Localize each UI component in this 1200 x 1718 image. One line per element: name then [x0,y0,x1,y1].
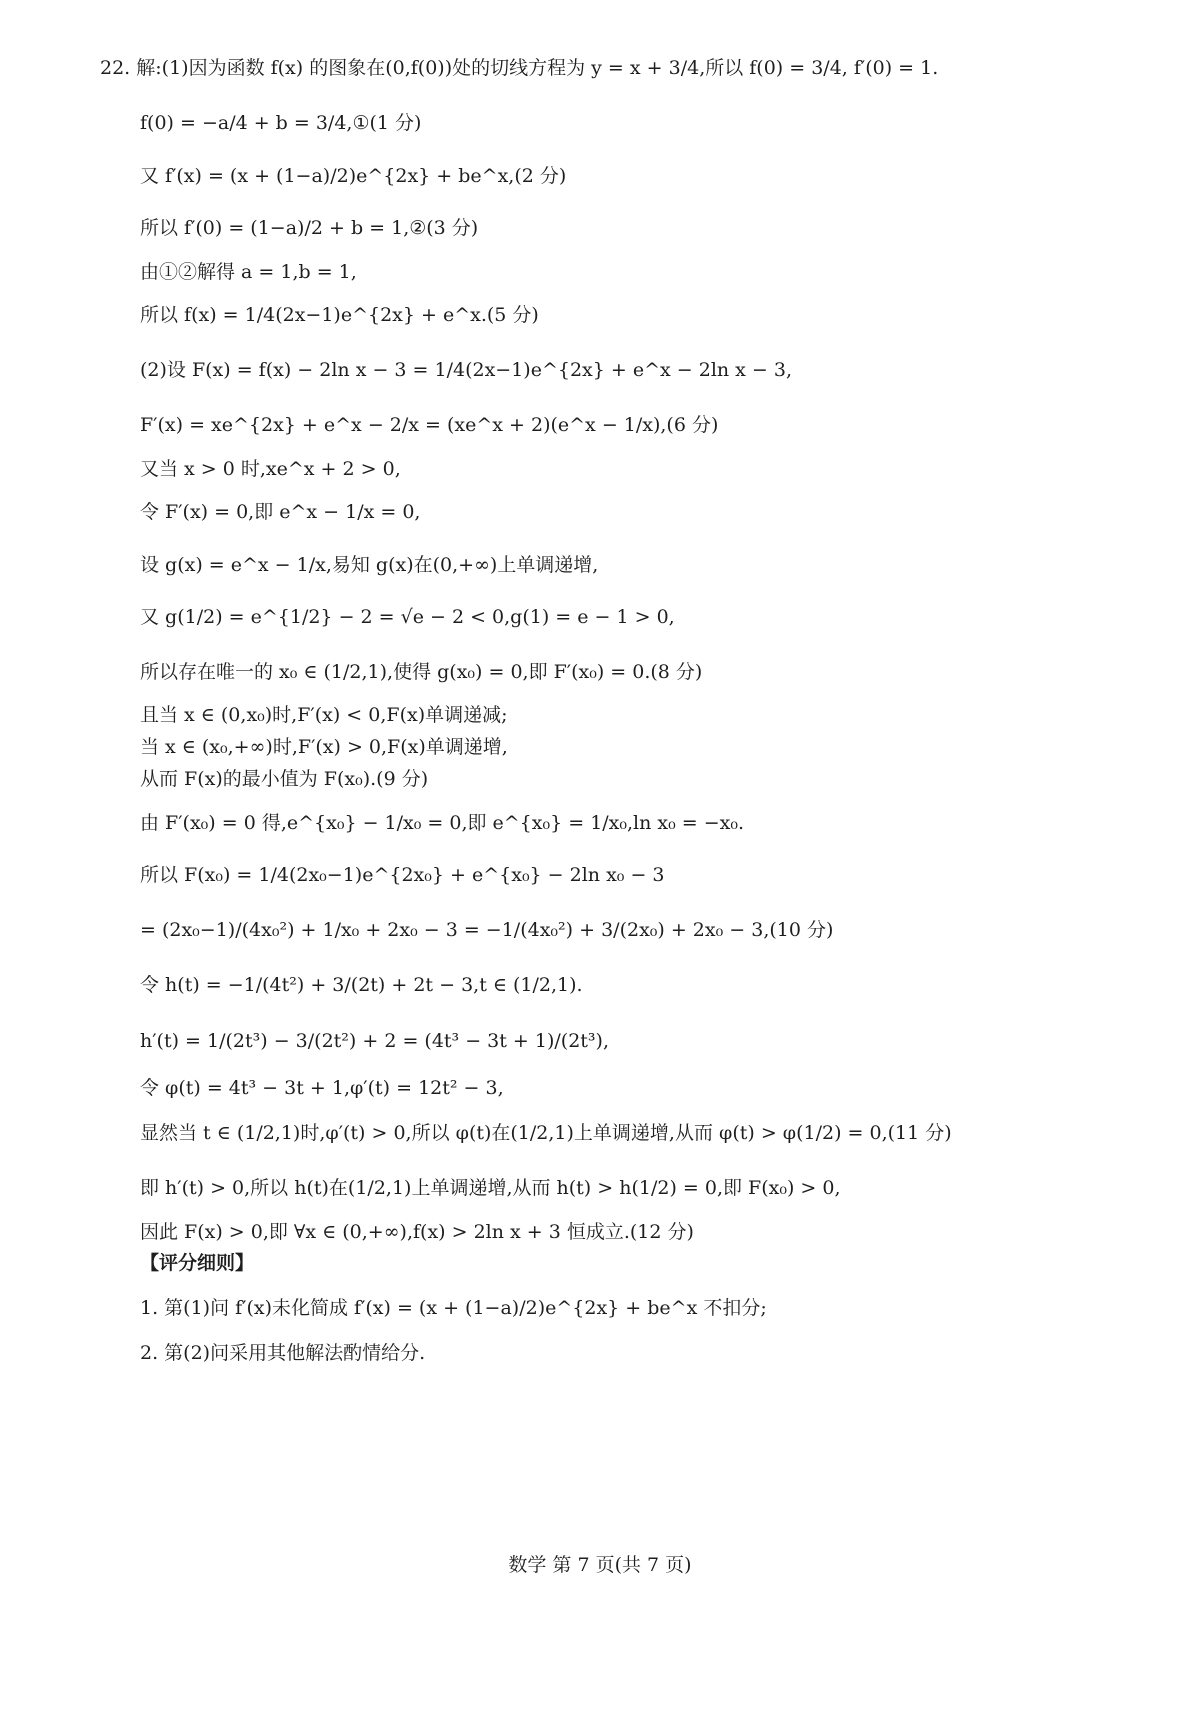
solution-line: 由 F′(x₀) = 0 得,e^{x₀} − 1/x₀ = 0,即 e^{x₀} = 1/x₀,ln x₀ = −x₀. [140,812,745,834]
solution-line: 显然当 t ∈ (1/2,1)时,φ′(t) > 0,所以 φ(t)在(1/2,1)上单调递增,从而 φ(t) > φ(1/2) = 0,(11 分) [140,1122,952,1144]
solution-line: 又当 x > 0 时,xe^x + 2 > 0, [140,458,401,480]
solution-line: 又 g(1/2) = e^{1/2} − 2 = √e − 2 < 0,g(1) = e − 1 > 0, [140,606,675,628]
page-footer: 数学 第 7 页(共 7 页) [508,1554,692,1576]
solution-line: = (2x₀−1)/(4x₀²) + 1/x₀ + 2x₀ − 3 = −1/(4x₀²) + 3/(2x₀) + 2x₀ − 3,(10 分) [140,919,834,941]
solution-line: 所以 F(x₀) = 1/4(2x₀−1)e^{2x₀} + e^{x₀} − 2ln x₀ − 3 [140,864,665,886]
scoring-rule-item: 1. 第(1)问 f′(x)未化简成 f′(x) = (x + (1−a)/2)e^{2x} + be^x 不扣分; [140,1297,767,1319]
solution-line: 又 f′(x) = (x + (1−a)/2)e^{2x} + be^x,(2 分) [140,165,567,187]
solution-line: (2)设 F(x) = f(x) − 2ln x − 3 = 1/4(2x−1)e^{2x} + e^x − 2ln x − 3, [140,359,793,381]
solution-line: f(0) = −a/4 + b = 3/4,①(1 分) [140,112,422,134]
solution-line: 令 F′(x) = 0,即 e^x − 1/x = 0, [140,501,421,523]
solution-line: h′(t) = 1/(2t³) − 3/(2t²) + 2 = (4t³ − 3t + 1)/(2t³), [140,1030,609,1052]
solution-line: 由①②解得 a = 1,b = 1, [140,261,357,283]
solution-line: 当 x ∈ (x₀,+∞)时,F′(x) > 0,F(x)单调递增, [140,736,508,758]
solution-line: 22. 解:(1)因为函数 f(x) 的图象在(0,f(0))处的切线方程为 y = x + 3/4,所以 f(0) = 3/4, f′(0) = 1. [100,57,939,79]
solution-line: 令 h(t) = −1/(4t²) + 3/(2t) + 2t − 3,t ∈ (1/2,1). [140,974,583,996]
solution-line: 即 h′(t) > 0,所以 h(t)在(1/2,1)上单调递增,从而 h(t) > h(1/2) = 0,即 F(x₀) > 0, [140,1177,841,1199]
solution-line: 所以 f′(0) = (1−a)/2 + b = 1,②(3 分) [140,217,479,239]
solution-line: 且当 x ∈ (0,x₀)时,F′(x) < 0,F(x)单调递减; [140,704,508,726]
solution-line: 因此 F(x) > 0,即 ∀x ∈ (0,+∞),f(x) > 2ln x + 3 恒成立.(12 分) [140,1221,694,1243]
solution-line: 令 φ(t) = 4t³ − 3t + 1,φ′(t) = 12t² − 3, [140,1077,504,1099]
solution-line: F′(x) = xe^{2x} + e^x − 2/x = (xe^x + 2)(e^x − 1/x),(6 分) [140,414,719,436]
scoring-rules-heading: 【评分细则】 [140,1252,255,1274]
scoring-rule-item: 2. 第(2)问采用其他解法酌情给分. [140,1342,426,1364]
solution-line: 设 g(x) = e^x − 1/x,易知 g(x)在(0,+∞)上单调递增, [140,554,599,576]
solution-line: 从而 F(x)的最小值为 F(x₀).(9 分) [140,768,429,790]
solution-line: 所以 f(x) = 1/4(2x−1)e^{2x} + e^x.(5 分) [140,304,539,326]
solution-line: 所以存在唯一的 x₀ ∈ (1/2,1),使得 g(x₀) = 0,即 F′(x₀) = 0.(8 分) [140,661,703,683]
